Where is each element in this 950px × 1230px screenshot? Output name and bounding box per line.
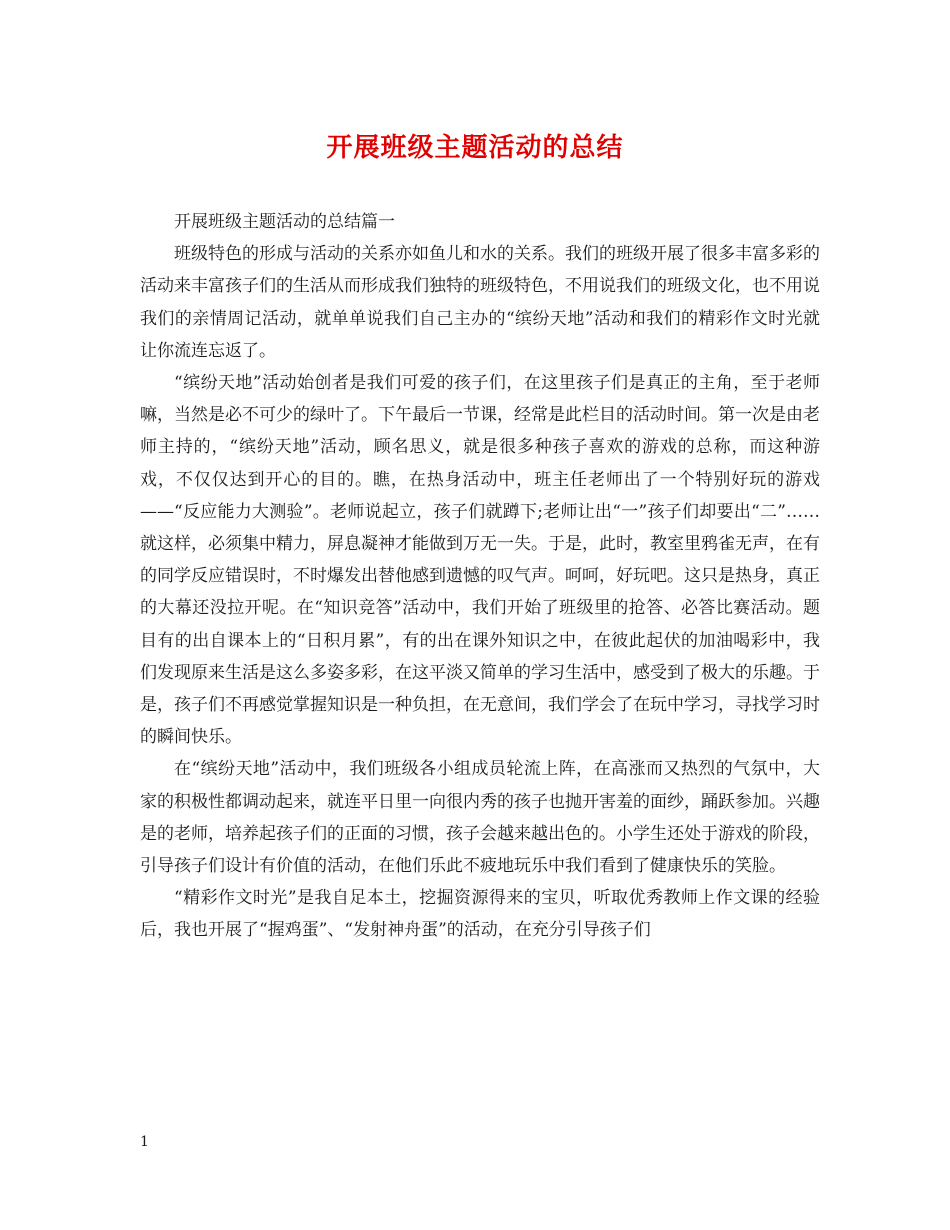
document-body — [140, 206, 820, 947]
paragraph: 在“缤纷天地”活动中，我们班级各小组成员轮流上阵，在高涨而又热烈的气氛中，大家的积极性都调动起来，就连平日里一向很内秀的孩子也抛开害羞的面纱，踊跃参加。兴趣是的老师，培养起孩子们的正面的习惯，孩子会越来越出色的。小学生还处于游戏的阶段，引导孩子们设计有价值的活动，在他们乐此不疲地玩乐中我们看到了健康快乐的笑脸。 — [140, 759, 820, 877]
paragraph: “精彩作文时光”是我自足本土，挖掘资源得来的宝贝，听取优秀教师上作文课的经验后，我也开展了“握鸡蛋”、“发射神舟蛋”的活动，在充分引导孩子们 — [140, 888, 820, 941]
section-heading: 开展班级主题活动的总结篇一 — [174, 212, 395, 232]
paragraph: 班级特色的形成与活动的关系亦如鱼儿和水的关系。我们的班级开展了很多丰富多彩的活动来丰富孩子们的生活从而形成我们独特的班级特色，不用说我们的班级文化，也不用说我们的亲情周记活动，就单单说我们自己主办的“缤纷天地”活动和我们的精彩作文时光就让你流连忘返了。 — [140, 244, 820, 361]
document-title: 开展班级主题活动的总结 — [326, 133, 624, 163]
page-number: 1 — [140, 1134, 149, 1150]
paragraph: “缤纷天地”活动始创者是我们可爱的孩子们，在这里孩子们是真正的主角，至于老师嘛，当然是必不可少的绿叶了。下午最后一节课，经常是此栏目的活动时间。第一次是由老师主持的，“缤纷天地”活动，顾名思义，就是很多种孩子喜欢的游戏的总称，而这种游戏，不仅仅达到开心的目的。瞧，在热身活动中，班主任老师出了一个特别好玩的游戏——“反应能力大测验”。老师说起立，孩子们就蹲下;老师让出“一”孩子们却要出“二”……就这样，必须集中精力，屏息凝神才能做到万无一失。于是，此时，教室里鸦雀无声，在有的同学反应错误时，不时爆发出替他感到遗憾的叹气声。呵呵，好玩吧。这只是热身，真正的大幕还没拉开呢。在“知识竞答”活动中，我们开始了班级里的抢答、必答比赛活动。题目有的出自课本上的“日积月累”，有的出在课外知识之中，在彼此起伏的加油喝彩中，我们发现原来生活是这么多姿多彩，在这平淡又简单的学习生活中，感受到了极大的乐趣。于是，孩子们不再感觉掌握知识是一种负担，在无意间，我们学会了在玩中学习，寻找学习时的瞬间快乐。 — [140, 373, 820, 748]
